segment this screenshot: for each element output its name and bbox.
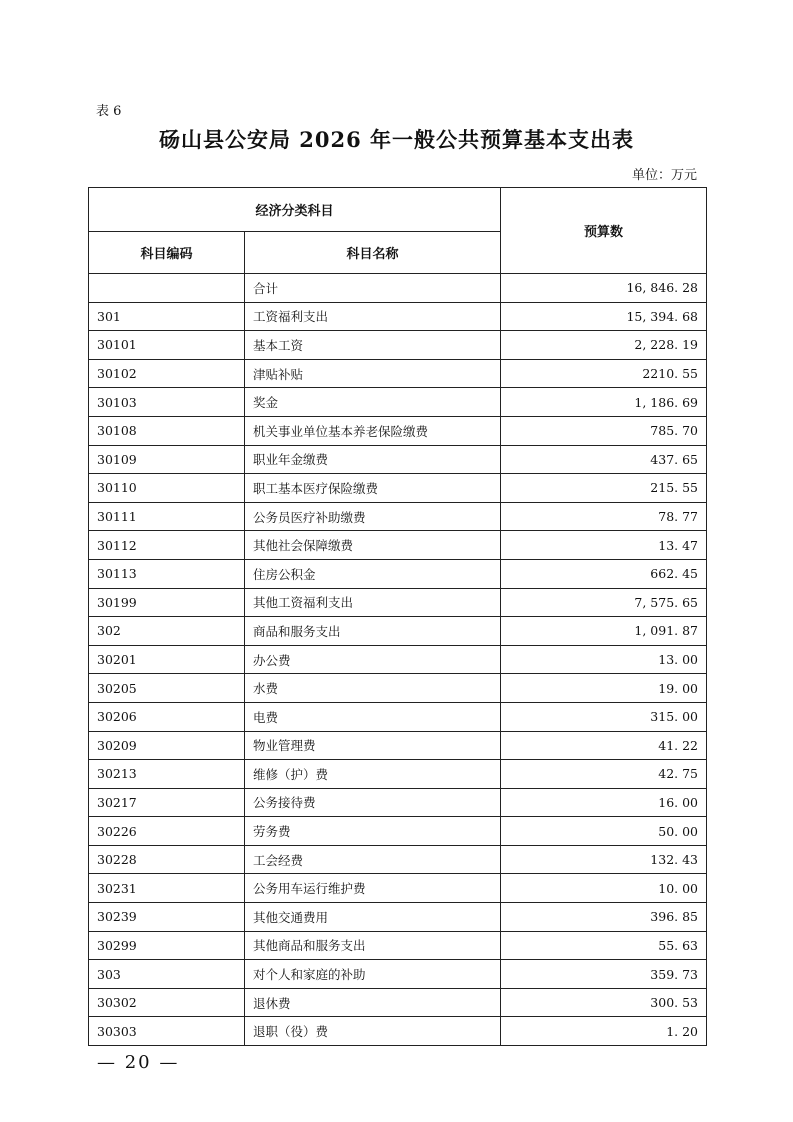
table-row (89, 416, 707, 445)
table-row (89, 559, 707, 588)
budget-amount-cell: 13. 47 (501, 531, 707, 560)
subject-code-cell: 30109 (89, 445, 245, 474)
budget-amount-cell: 396. 85 (501, 903, 707, 932)
budget-amount-cell: 300. 53 (501, 988, 707, 1017)
subject-name-header: 科目名称 (245, 232, 501, 274)
economic-category-header: 经济分类科目 (89, 188, 501, 232)
table-row (89, 874, 707, 903)
subject-code-cell: 30217 (89, 788, 245, 817)
table-row (89, 845, 707, 874)
budget-amount-cell: 78. 77 (501, 502, 707, 531)
table-row (89, 760, 707, 789)
subject-name-cell: 办公费 (245, 645, 501, 674)
budget-amount-cell: 16, 846. 28 (501, 274, 707, 303)
table-row (89, 445, 707, 474)
subject-name-cell: 劳务费 (245, 817, 501, 846)
table-row (89, 817, 707, 846)
subject-code-cell: 30110 (89, 474, 245, 503)
budget-amount-cell: 19. 00 (501, 674, 707, 703)
subject-name-cell: 公务用车运行维护费 (245, 874, 501, 903)
subject-name-cell: 其他社会保障缴费 (245, 531, 501, 560)
subject-name-cell: 维修（护）费 (245, 760, 501, 789)
subject-name-cell: 物业管理费 (245, 731, 501, 760)
table-row (89, 1017, 707, 1046)
budget-amount-cell: 55. 63 (501, 931, 707, 960)
table-row (89, 531, 707, 560)
table-row (89, 502, 707, 531)
page-number: — 20 — (97, 1052, 180, 1073)
table-row (89, 645, 707, 674)
subject-code-cell: 30201 (89, 645, 245, 674)
budget-amount-cell: 16. 00 (501, 788, 707, 817)
table-row (89, 731, 707, 760)
budget-amount-cell: 132. 43 (501, 845, 707, 874)
budget-amount-cell: 1, 091. 87 (501, 617, 707, 646)
table-row (89, 988, 707, 1017)
subject-name-cell: 职业年金缴费 (245, 445, 501, 474)
table-row (89, 388, 707, 417)
subject-name-cell: 其他交通费用 (245, 903, 501, 932)
budget-amount-cell: 7, 575. 65 (501, 588, 707, 617)
budget-amount-cell: 785. 70 (501, 416, 707, 445)
subject-name-cell: 商品和服务支出 (245, 617, 501, 646)
subject-code-cell: 30213 (89, 760, 245, 789)
subject-code-cell: 30228 (89, 845, 245, 874)
subject-code-cell: 30239 (89, 903, 245, 932)
subject-code-cell: 30303 (89, 1017, 245, 1046)
subject-name-cell: 其他商品和服务支出 (245, 931, 501, 960)
subject-code-cell: 30206 (89, 702, 245, 731)
table-row (89, 617, 707, 646)
budget-amount-cell: 359. 73 (501, 960, 707, 989)
subject-code-cell: 30103 (89, 388, 245, 417)
subject-code-cell: 303 (89, 960, 245, 989)
budget-amount-cell: 15, 394. 68 (501, 302, 707, 331)
table-row (89, 674, 707, 703)
subject-code-cell: 301 (89, 302, 245, 331)
subject-name-cell: 职工基本医疗保险缴费 (245, 474, 501, 503)
subject-code-cell: 30302 (89, 988, 245, 1017)
subject-name-cell: 公务员医疗补助缴费 (245, 502, 501, 531)
page-title: 砀山县公安局 2026 年一般公共预算基本支出表 (158, 127, 635, 152)
table-row (89, 960, 707, 989)
budget-amount-cell: 2, 228. 19 (501, 331, 707, 360)
budget-amount-cell: 42. 75 (501, 760, 707, 789)
table-tag: 表 6 (96, 104, 122, 119)
subject-name-cell: 公务接待费 (245, 788, 501, 817)
budget-amount-cell: 13. 00 (501, 645, 707, 674)
subject-name-cell: 工资福利支出 (245, 302, 501, 331)
budget-amount-cell: 1, 186. 69 (501, 388, 707, 417)
budget-amount-cell: 315. 00 (501, 702, 707, 731)
subject-name-cell: 基本工资 (245, 331, 501, 360)
subject-name-cell: 工会经费 (245, 845, 501, 874)
table-row (89, 588, 707, 617)
table-body (89, 274, 707, 1046)
budget-amount-cell: 2210. 55 (501, 359, 707, 388)
table-row (89, 274, 707, 303)
budget-amount-cell: 1. 20 (501, 1017, 707, 1046)
budget-amount-cell: 437. 65 (501, 445, 707, 474)
subject-name-cell: 津贴补贴 (245, 359, 501, 388)
table-row (89, 931, 707, 960)
unit-label: 单位：万元 (631, 168, 697, 183)
subject-code-cell: 30226 (89, 817, 245, 846)
budget-amount-cell: 50. 00 (501, 817, 707, 846)
subject-name-cell: 对个人和家庭的补助 (245, 960, 501, 989)
table-row (89, 331, 707, 360)
subject-name-cell: 住房公积金 (245, 559, 501, 588)
subject-code-cell: 30112 (89, 531, 245, 560)
subject-name-cell: 机关事业单位基本养老保险缴费 (245, 416, 501, 445)
budget-table (88, 187, 707, 1046)
subject-code-cell: 30205 (89, 674, 245, 703)
subject-name-cell: 奖金 (245, 388, 501, 417)
table-row (89, 702, 707, 731)
table-row (89, 302, 707, 331)
subject-name-cell: 退职（役）费 (245, 1017, 501, 1046)
table-row (89, 474, 707, 503)
subject-code-cell: 30108 (89, 416, 245, 445)
subject-code-cell: 302 (89, 617, 245, 646)
subject-code-cell: 30111 (89, 502, 245, 531)
budget-amount-cell: 662. 45 (501, 559, 707, 588)
subject-code-cell: 30299 (89, 931, 245, 960)
subject-code-header: 科目编码 (89, 232, 245, 274)
subject-code-cell: 30209 (89, 731, 245, 760)
subject-code-cell: 30101 (89, 331, 245, 360)
subject-code-cell: 30199 (89, 588, 245, 617)
budget-amount-cell: 215. 55 (501, 474, 707, 503)
subject-name-cell: 水费 (245, 674, 501, 703)
subject-name-cell: 退休费 (245, 988, 501, 1017)
subject-name-cell: 电费 (245, 702, 501, 731)
subject-name-cell: 合计 (245, 274, 501, 303)
subject-code-cell: 30231 (89, 874, 245, 903)
table-row (89, 359, 707, 388)
subject-code-cell: 30102 (89, 359, 245, 388)
subject-code-cell: 30113 (89, 559, 245, 588)
subject-name-cell: 其他工资福利支出 (245, 588, 501, 617)
budget-amount-cell: 10. 00 (501, 874, 707, 903)
budget-amount-cell: 41. 22 (501, 731, 707, 760)
table-row (89, 788, 707, 817)
budget-amount-header: 预算数 (501, 188, 707, 274)
subject-code-cell (89, 274, 245, 303)
table-row (89, 903, 707, 932)
